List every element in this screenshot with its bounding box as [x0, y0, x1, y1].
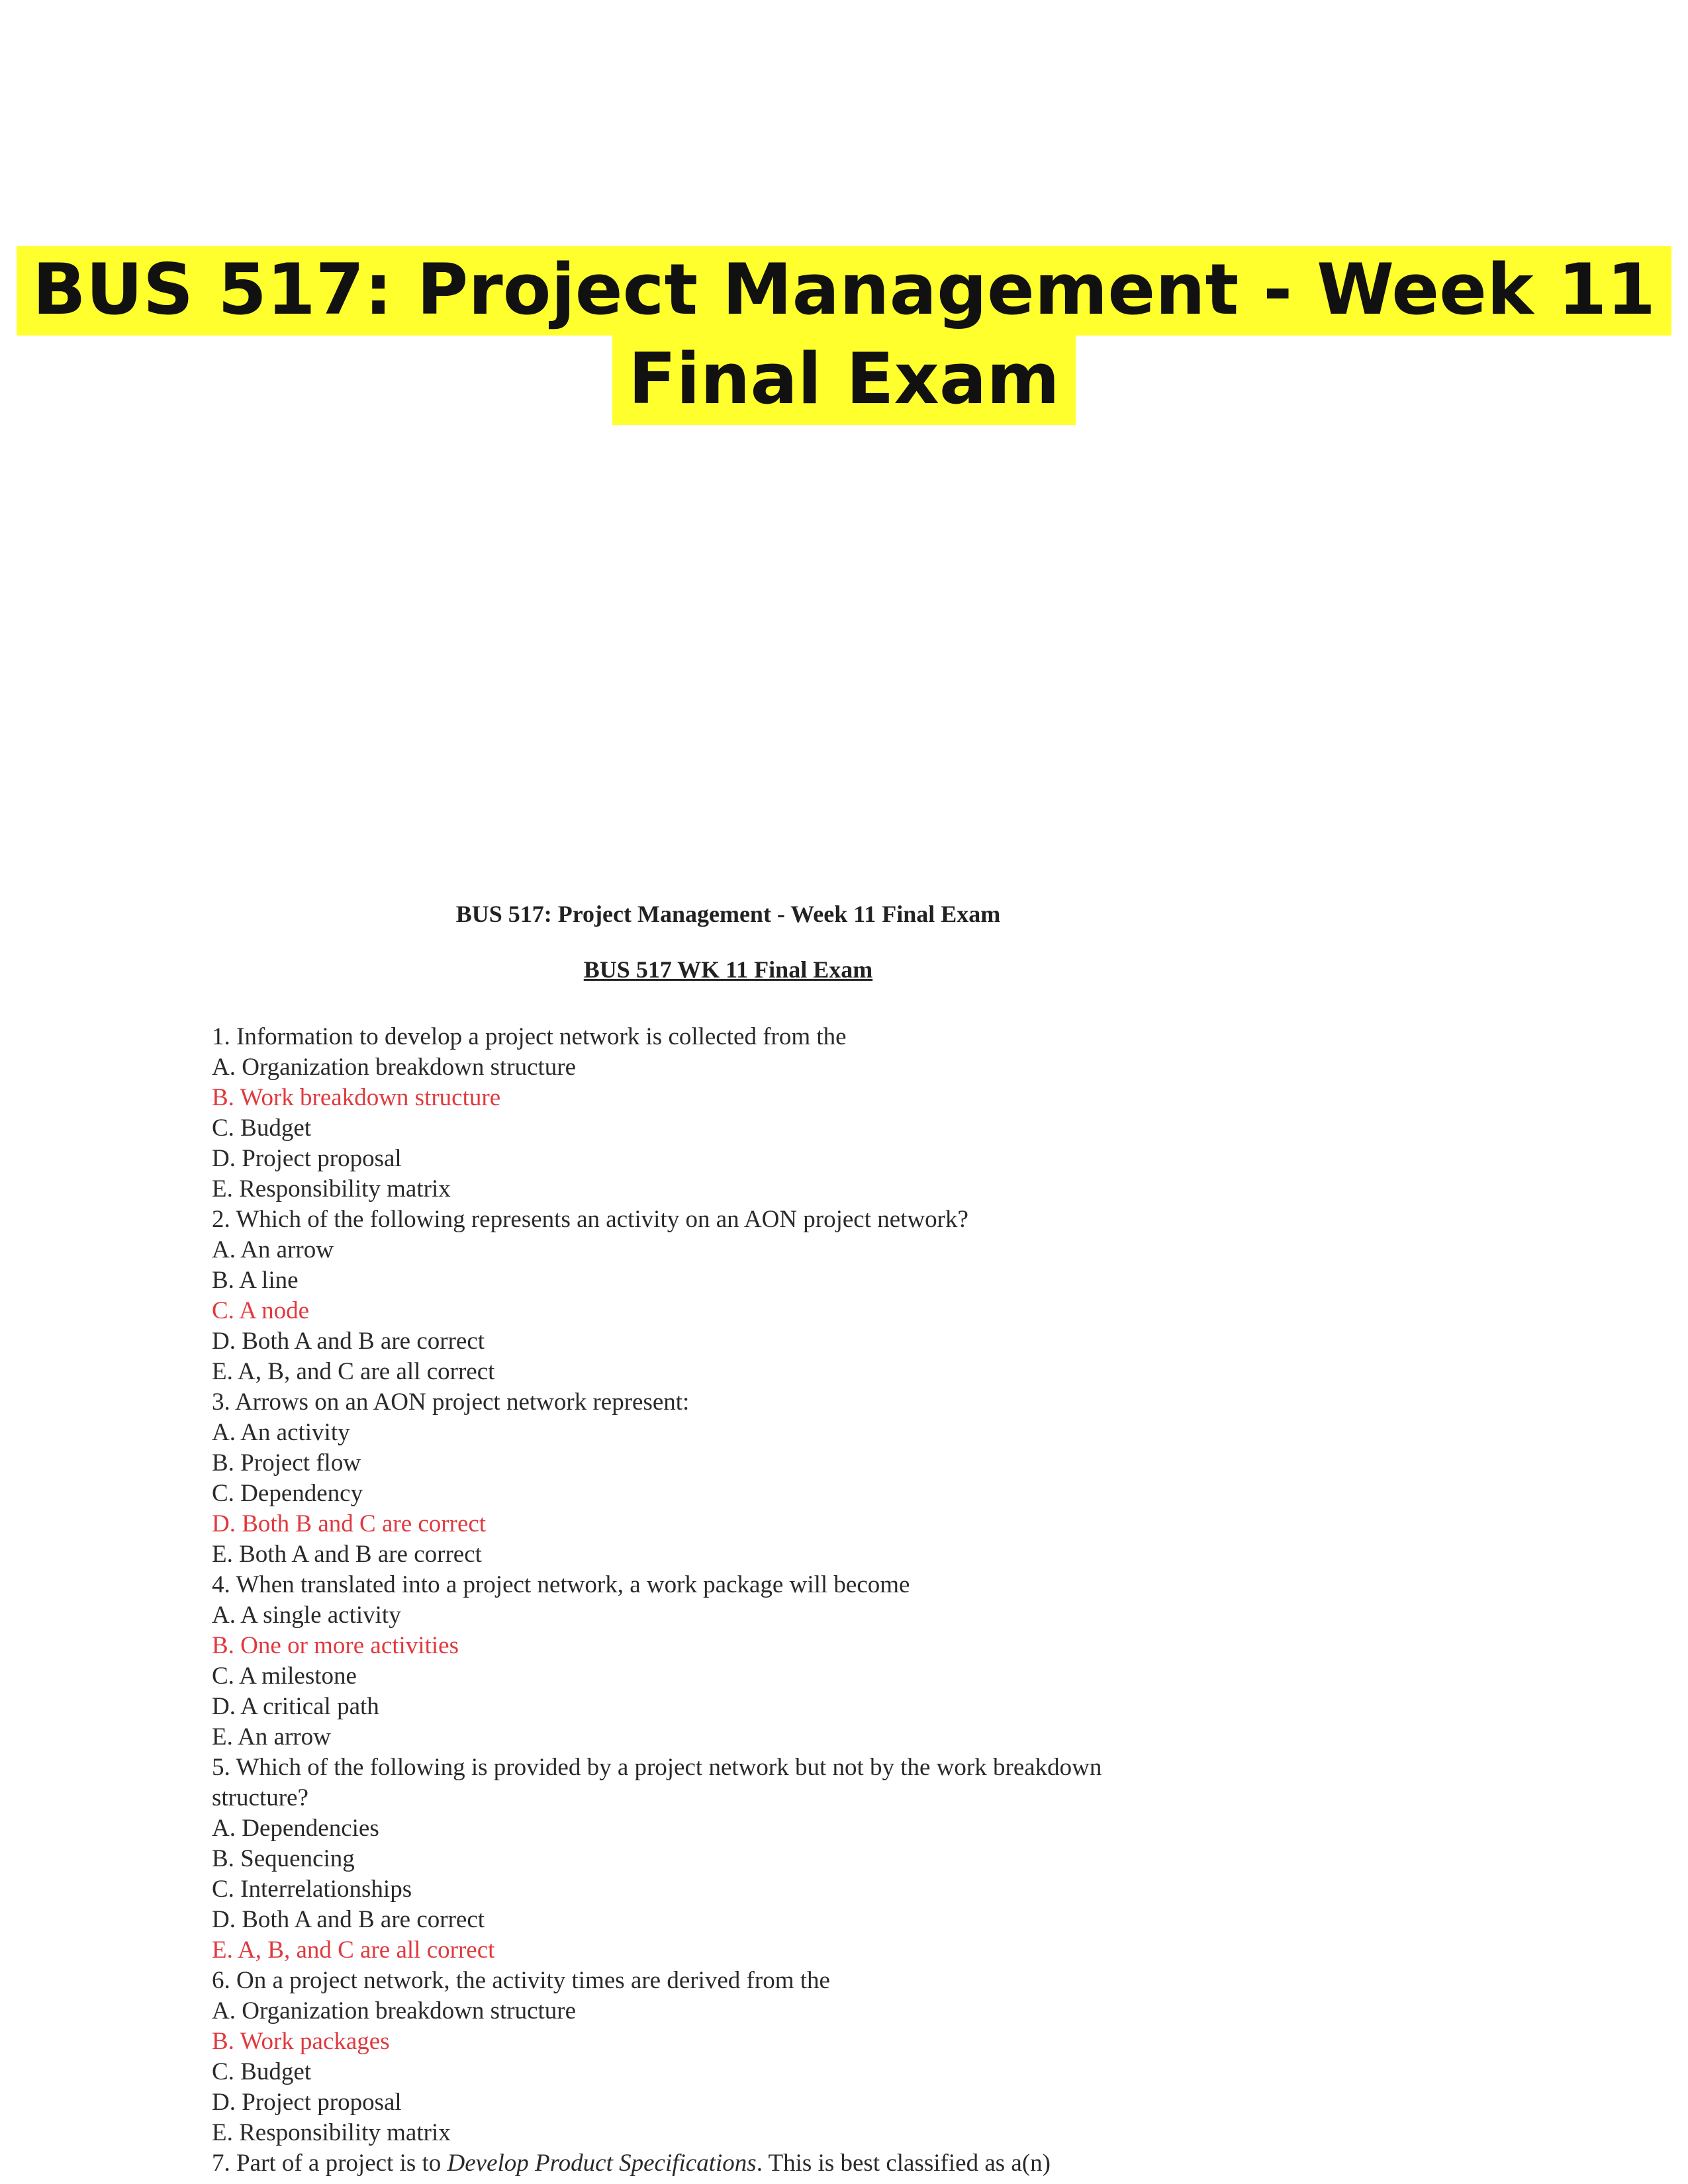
exam-text-line: D. Project proposal [212, 2089, 402, 2116]
question-7-text-end: . This is best classified as a(n) [756, 2150, 1051, 2177]
correct-answer-line: D. Both B and C are correct [212, 1510, 487, 1537]
exam-text-line: D. A critical path [212, 1693, 379, 1720]
exam-text-line: C. Interrelationships [212, 1876, 412, 1903]
exam-text-line: 4. When translated into a project network, a work package will become [212, 1571, 910, 1598]
exam-text-line: C. Dependency [212, 1480, 363, 1507]
exam-text-line: A. Organization breakdown structure [212, 1054, 577, 1081]
exam-text-line: A. An activity [212, 1419, 350, 1446]
exam-text-line: E. Responsibility matrix [212, 1175, 451, 1203]
exam-text-line: C. A milestone [212, 1662, 357, 1690]
correct-answer-line: B. Work breakdown structure [212, 1084, 501, 1111]
exam-text-line: B. Sequencing [212, 1845, 355, 1872]
correct-answer-line: B. Work packages [212, 2028, 390, 2055]
banner-title-line-2: Final Exam [612, 336, 1076, 425]
exam-text-line: D. Both A and B are correct [212, 1906, 485, 1933]
exam-text-line: A. Organization breakdown structure [212, 1997, 577, 2025]
exam-text-line: 6. On a project network, the activity times are derived from the [212, 1967, 830, 1994]
exam-subtitle: BUS 517 WK 11 Final Exam [583, 956, 873, 983]
exam-text-line: E. An arrow [212, 1723, 331, 1751]
exam-text-line: 1. Information to develop a project network is collected from the [212, 1023, 847, 1050]
question-7-line [212, 2148, 1205, 2179]
scanned-exam-page [212, 900, 1205, 2179]
exam-text-line: A. Dependencies [212, 1815, 379, 1842]
exam-text-line: B. Project flow [212, 1449, 361, 1477]
exam-text-line: E. A, B, and C are all correct [212, 1358, 495, 1385]
question-7-italic-task: Develop Product Specifications [447, 2150, 757, 2177]
exam-text-line: A. A single activity [212, 1602, 401, 1629]
exam-text-line: 5. Which of the following is provided by a project network but not by the work breakdown structure? [212, 1754, 1102, 1811]
exam-text-line: C. Budget [212, 2058, 312, 2085]
exam-title: BUS 517: Project Management - Week 11 Final Exam [455, 901, 1001, 927]
exam-text-line: 3. Arrows on an AON project network represent: [212, 1388, 690, 1416]
correct-answer-line: E. A, B, and C are all correct [212, 1936, 495, 1964]
exam-question-list [212, 1022, 1205, 2148]
exam-text-line: D. Both A and B are correct [212, 1328, 485, 1355]
correct-answer-line: C. A node [212, 1297, 309, 1324]
document-banner-title [0, 245, 1688, 424]
question-7-text-start: 7. Part of a project is to [212, 2150, 447, 2177]
exam-text-line: C. Budget [212, 1115, 312, 1142]
exam-text-line: A. An arrow [212, 1236, 334, 1263]
exam-text-line: E. Responsibility matrix [212, 2119, 451, 2146]
banner-title-line-1: BUS 517: Project Management - Week 11 [17, 246, 1671, 336]
correct-answer-line: B. One or more activities [212, 1632, 459, 1659]
exam-text-line: B. A line [212, 1267, 299, 1294]
exam-text-line: 2. Which of the following represents an activity on an AON project network? [212, 1206, 968, 1233]
exam-text-line: D. Project proposal [212, 1145, 402, 1172]
exam-text-line: E. Both A and B are correct [212, 1541, 482, 1568]
